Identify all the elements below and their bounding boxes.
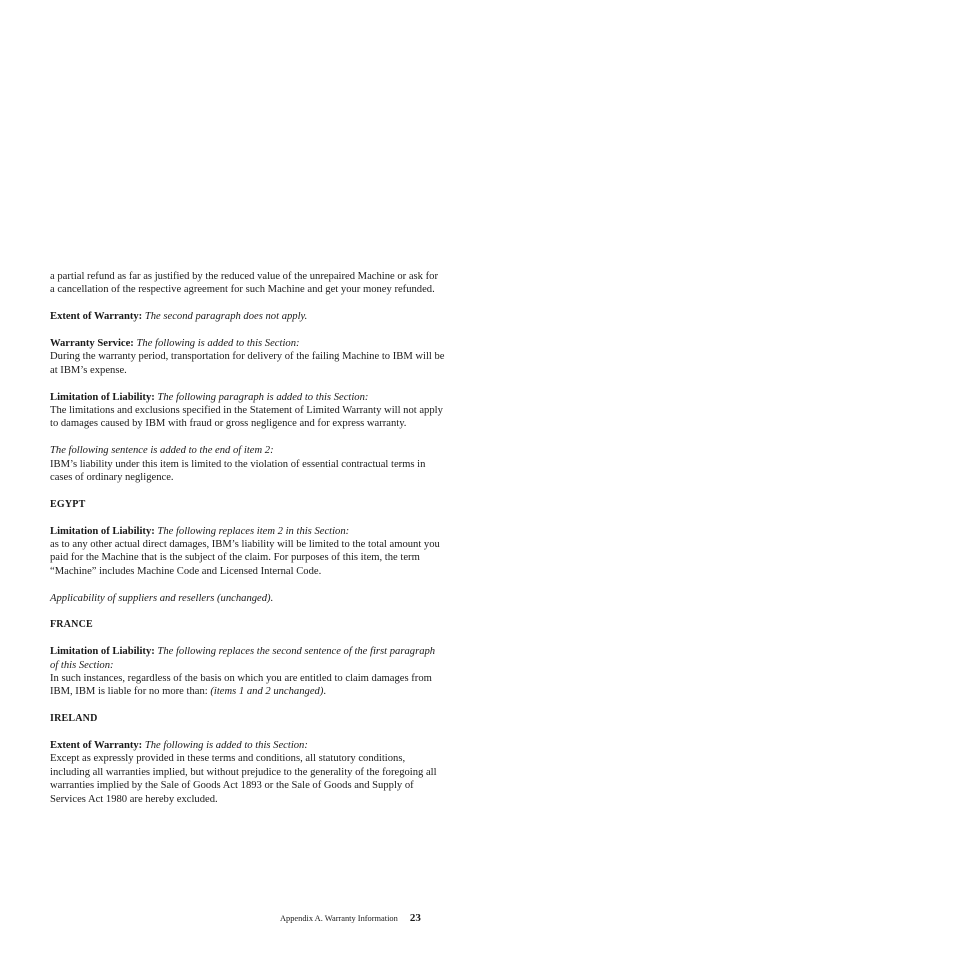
france-limitation-body: In such instances, regardless of the basis on which you are entitled to claim damages from IBM, IBM is liable for no more than: xyxy=(50,673,432,698)
ireland-extent-paragraph xyxy=(50,739,445,806)
extent-of-warranty-note: The second paragraph does not apply. xyxy=(144,311,308,323)
france-limitation-paragraph xyxy=(50,645,445,699)
egypt-limitation-note: The following replaces item 2 in this Section: xyxy=(157,525,350,537)
document-body xyxy=(50,270,445,819)
sentence-added-body: IBM’s liability under this item is limited to the violation of essential contractual terms in cases of ordinary negligence. xyxy=(50,458,426,484)
egypt-limitation-label: Limitation of Liability: xyxy=(50,525,155,537)
egypt-limitation-paragraph xyxy=(50,525,445,579)
page-footer xyxy=(280,912,440,924)
egypt-applicability: Applicability of suppliers and resellers (unchanged). xyxy=(50,592,274,604)
warranty-service-note: The following is added to this Section: xyxy=(136,338,300,349)
extent-of-warranty-paragraph xyxy=(50,310,445,323)
limitation-of-liability-note: The following paragraph is added to this Section: xyxy=(157,391,369,403)
france-limitation-note: The following replaces the second sentence of the first paragraph of this Section: xyxy=(50,646,436,671)
france-limitation-body-italic: (items 1 and 2 unchanged) xyxy=(210,686,324,698)
limitation-of-liability-body: The limitations and exclusions specified in the Statement of Limited Warranty will not apply to damages caused by IBM with fraud or gross negligence and for express warranty. xyxy=(50,405,443,430)
warranty-service-body: During the warranty period, transportation for delivery of the failing Machine to IBM will be at IBM’s expense. xyxy=(50,351,445,376)
france-limitation-label: Limitation of Liability: xyxy=(50,646,155,658)
sentence-added-note: The following sentence is added to the end of item 2: xyxy=(50,445,274,457)
egypt-limitation-body: as to any other actual direct damages, IBM’s liability will be limited to the total amount you paid for the Machine that is the subject of the claim. For purposes of this item, the term “Machine” includes Machine Code and Licensed Internal Code. xyxy=(50,539,440,577)
intro-paragraph: a partial refund as far as justified by the reduced value of the unrepaired Machine or ask for a cancellation of the respective agreement for such Machine and get your money refunded. xyxy=(50,271,438,296)
france-limitation-body-end: . xyxy=(323,686,327,698)
ireland-heading: IRELAND xyxy=(50,713,98,725)
ireland-extent-body: Except as expressly provided in these terms and conditions, all statutory conditions, including all warranties implied, but without prejudice to the generality of the foregoing all warranties implied by the Sale of Goods Act 1893 or the Sale of Goods and Supply of Services Act 1980 are hereby excluded. xyxy=(50,753,437,805)
egypt-heading: EGYPT xyxy=(50,498,86,510)
sentence-added-paragraph xyxy=(50,444,445,484)
page-number: 23 xyxy=(409,912,421,924)
ireland-extent-label: Extent of Warranty: xyxy=(50,740,143,752)
extent-of-warranty-label: Extent of Warranty: xyxy=(50,311,143,323)
warranty-service-paragraph xyxy=(50,337,445,377)
footer-label: Appendix A. Warranty Information xyxy=(280,914,398,923)
warranty-service-label: Warranty Service: xyxy=(50,338,134,349)
limitation-of-liability-paragraph xyxy=(50,391,445,431)
limitation-of-liability-label: Limitation of Liability: xyxy=(50,391,155,403)
ireland-extent-note: The following is added to this Section: xyxy=(144,740,308,752)
france-heading: FRANCE xyxy=(50,619,93,631)
